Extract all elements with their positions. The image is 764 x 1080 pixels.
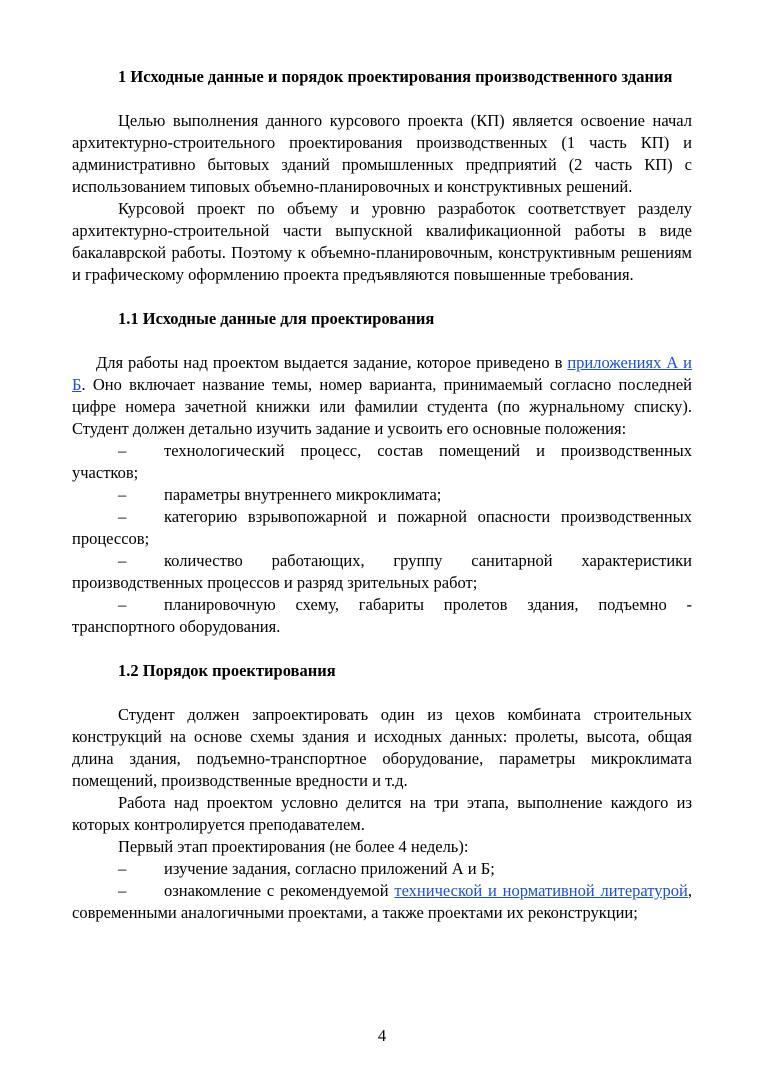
section-heading-1-2: 1.2 Порядок проектирования bbox=[118, 661, 336, 680]
list-item bbox=[72, 484, 692, 506]
list-item bbox=[72, 506, 692, 550]
list-item-text: количество работающих, группу санитарной характеристики производственных процессов и разряд зрительных работ; bbox=[72, 551, 692, 592]
list-item bbox=[72, 858, 692, 880]
s11-paragraph bbox=[72, 352, 692, 440]
section-heading-1-1: 1.1 Исходные данные для проектирования bbox=[118, 309, 435, 328]
intro-paragraph-1: Целью выполнения данного курсового проекта (КП) является освоение начал архитектурно-строительного проектирования производственных (1 часть КП) и административно бытовых зданий промышленных предприятий (2 часть КП) с использованием типовых объемно-планировочных и конструктивных решений. bbox=[72, 111, 692, 196]
list-item-text-after: , современными аналогичными проектами, а также проектами их реконструкции; bbox=[72, 881, 692, 922]
s11-text-after: . Оно включает название темы, номер варианта, принимаемый согласно последней цифре номера зачетной книжки или фамилии студента (по журнальному списку). Студент должен детально изучить задание и усвоить его основные положения: bbox=[72, 375, 692, 438]
list-item bbox=[72, 440, 692, 484]
page-number: 4 bbox=[377, 1026, 387, 1045]
list-item-text: категорию взрывопожарной и пожарной опасности производственных процессов; bbox=[72, 507, 692, 548]
dash-marker: – bbox=[118, 485, 127, 504]
list-item bbox=[72, 550, 692, 594]
s11-text-before: Для работы над проектом выдается задание, которое приведено в bbox=[96, 353, 568, 372]
s12-paragraph-3: Первый этап проектирования (не более 4 недель): bbox=[118, 837, 469, 856]
s12-paragraph-1: Студент должен запроектировать один из цехов комбината строительных конструкций на основе схемы здания и исходных данных: пролеты, высота, общая длина здания, подъемно-транспортное оборудование, параметры микроклимата помещений, производственные вредности и т.д. bbox=[72, 705, 692, 790]
section-heading-1: 1 Исходные данные и порядок проектирования производственного здания bbox=[118, 67, 673, 86]
dash-marker: – bbox=[118, 507, 127, 526]
list-item bbox=[72, 594, 692, 638]
list-item-text: планировочную схему, габариты пролетов здания, подъемно - транспортного оборудования. bbox=[72, 595, 692, 636]
list-item-text-before: ознакомление с рекомендуемой bbox=[164, 881, 395, 900]
dash-marker: – bbox=[118, 551, 127, 570]
literature-link[interactable]: технической и нормативной литературой bbox=[394, 881, 688, 900]
document-page bbox=[72, 66, 692, 924]
list-item-text: изучение задания, согласно приложений А и Б; bbox=[164, 859, 495, 878]
list-item-text: параметры внутреннего микроклимата; bbox=[164, 485, 442, 504]
s12-paragraph-2: Работа над проектом условно делится на три этапа, выполнение каждого из которых контролируется преподавателем. bbox=[72, 793, 692, 834]
dash-marker: – bbox=[118, 881, 127, 900]
dash-marker: – bbox=[118, 859, 127, 878]
appendix-link[interactable]: приложениях А и Б bbox=[72, 353, 692, 394]
list-item-text: технологический процесс, состав помещений и производственных участков; bbox=[72, 441, 692, 482]
dash-marker: – bbox=[118, 441, 127, 460]
intro-paragraph-2: Курсовой проект по объему и уровню разработок соответствует разделу архитектурно-строительной части выпускной квалификационной работы в виде бакалаврской работы. Поэтому к объемно-планировочным, конструктивным решениям и графическому оформлению проекта предъявляются повышенные требования. bbox=[72, 199, 692, 284]
dash-marker: – bbox=[118, 595, 127, 614]
list-item bbox=[72, 880, 692, 924]
